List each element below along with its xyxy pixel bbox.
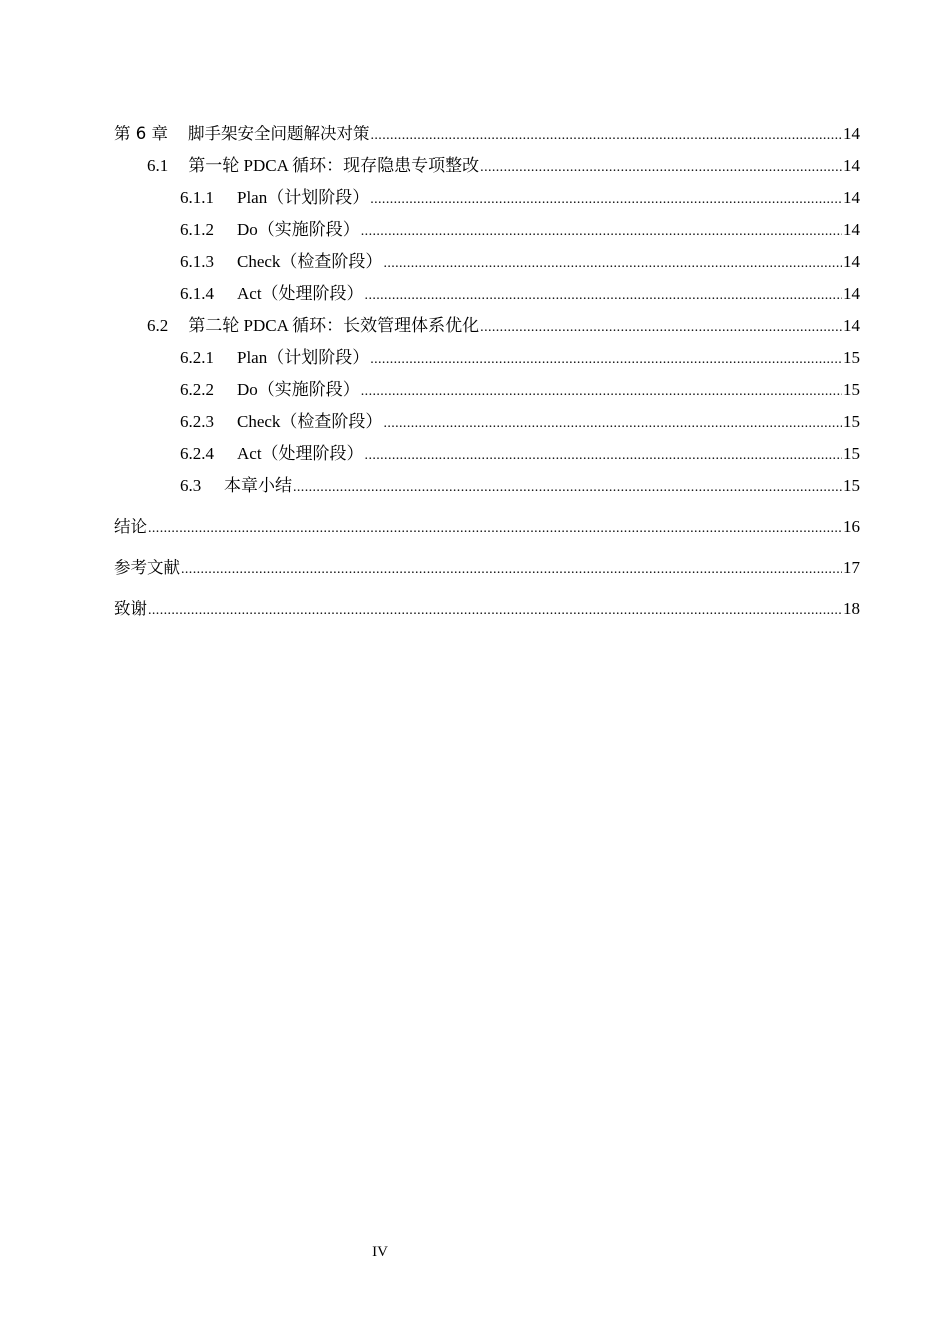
toc-dot-leader	[480, 152, 842, 184]
toc-entry-number: 6.1	[147, 156, 169, 175]
toc-entry-page: 14	[843, 220, 860, 239]
toc-entry-title: Check（检查阶段）	[237, 252, 383, 271]
toc-entry-page: 14	[843, 316, 860, 335]
toc-entry-page: 15	[843, 412, 860, 431]
toc-dot-leader	[383, 408, 842, 440]
toc-entry-number: 6.2.1	[180, 348, 214, 367]
toc-entry-page: 14	[843, 284, 860, 303]
table-of-contents	[114, 118, 860, 625]
toc-dot-leader	[361, 216, 842, 248]
toc-entry-number: 6.2	[147, 316, 169, 335]
toc-entry-page: 18	[843, 599, 860, 618]
toc-entry-page: 16	[843, 517, 860, 536]
toc-entry-6-2-4[interactable]	[114, 438, 860, 470]
toc-entry-page: 15	[843, 444, 860, 463]
toc-entry-page: 15	[843, 380, 860, 399]
toc-entry-page: 15	[843, 476, 860, 495]
toc-dot-leader	[365, 280, 842, 312]
toc-entry-acknowledgements[interactable]	[114, 593, 860, 625]
toc-entry-number: 第 6 章	[114, 124, 168, 143]
toc-entry-title: 脚手架安全问题解决对策	[188, 124, 370, 143]
toc-dot-leader	[371, 120, 843, 152]
toc-entry-title: 第一轮 PDCA 循环：现存隐患专项整改	[188, 156, 480, 175]
toc-entry-title: Check（检查阶段）	[237, 412, 383, 431]
toc-entry-chapter-6[interactable]	[114, 118, 860, 150]
toc-dot-leader	[361, 376, 842, 408]
toc-entry-number: 6.1.2	[180, 220, 214, 239]
toc-dot-leader	[370, 184, 842, 216]
toc-entry-page: 14	[843, 124, 860, 143]
toc-entry-title: Plan（计划阶段）	[237, 188, 370, 207]
page-number: IV	[372, 1244, 388, 1260]
toc-entry-6-2-3[interactable]	[114, 406, 860, 438]
toc-entry-number: 6.2.2	[180, 380, 214, 399]
toc-entry-6-1-3[interactable]	[114, 246, 860, 278]
toc-entry-references[interactable]	[114, 552, 860, 584]
toc-entry-number: 6.2.4	[180, 444, 214, 463]
toc-dot-leader	[365, 440, 842, 472]
toc-dot-leader	[293, 472, 842, 504]
toc-entry-title: 第二轮 PDCA 循环：长效管理体系优化	[188, 316, 480, 335]
toc-dot-leader	[370, 344, 842, 376]
toc-entry-number: 6.1.1	[180, 188, 214, 207]
toc-entry-6-1[interactable]	[114, 150, 860, 182]
toc-entry-6-2[interactable]	[114, 310, 860, 342]
toc-entry-title: 本章小结	[224, 476, 292, 495]
toc-dot-leader	[148, 595, 842, 627]
toc-dot-leader	[480, 312, 842, 344]
toc-entry-title: Do（实施阶段）	[237, 220, 360, 239]
toc-entry-title: Do（实施阶段）	[237, 380, 360, 399]
toc-entry-page: 14	[843, 156, 860, 175]
toc-entry-page: 14	[843, 252, 860, 271]
toc-entry-6-1-4[interactable]	[114, 278, 860, 310]
toc-entry-6-1-2[interactable]	[114, 214, 860, 246]
toc-entry-page: 14	[843, 188, 860, 207]
toc-entry-page: 15	[843, 348, 860, 367]
toc-entry-page: 17	[843, 558, 860, 577]
toc-entry-6-2-2[interactable]	[114, 374, 860, 406]
toc-entry-title: 参考文献	[114, 558, 180, 577]
toc-entry-6-1-1[interactable]	[114, 182, 860, 214]
toc-entry-6-2-1[interactable]	[114, 342, 860, 374]
toc-dot-leader	[148, 513, 842, 545]
toc-entry-number: 6.3	[180, 476, 202, 495]
toc-dot-leader	[181, 554, 842, 586]
toc-entry-title: 致谢	[114, 599, 147, 618]
toc-entry-title: Plan（计划阶段）	[237, 348, 370, 367]
toc-entry-title: Act（处理阶段）	[237, 444, 364, 463]
toc-entry-number: 6.1.3	[180, 252, 214, 271]
toc-entry-title: Act（处理阶段）	[237, 284, 364, 303]
toc-entry-6-3[interactable]	[114, 470, 860, 502]
toc-entry-conclusion[interactable]	[114, 511, 860, 543]
toc-entry-number: 6.2.3	[180, 412, 214, 431]
toc-entry-title: 结论	[114, 517, 147, 536]
toc-dot-leader	[383, 248, 842, 280]
toc-entry-number: 6.1.4	[180, 284, 214, 303]
